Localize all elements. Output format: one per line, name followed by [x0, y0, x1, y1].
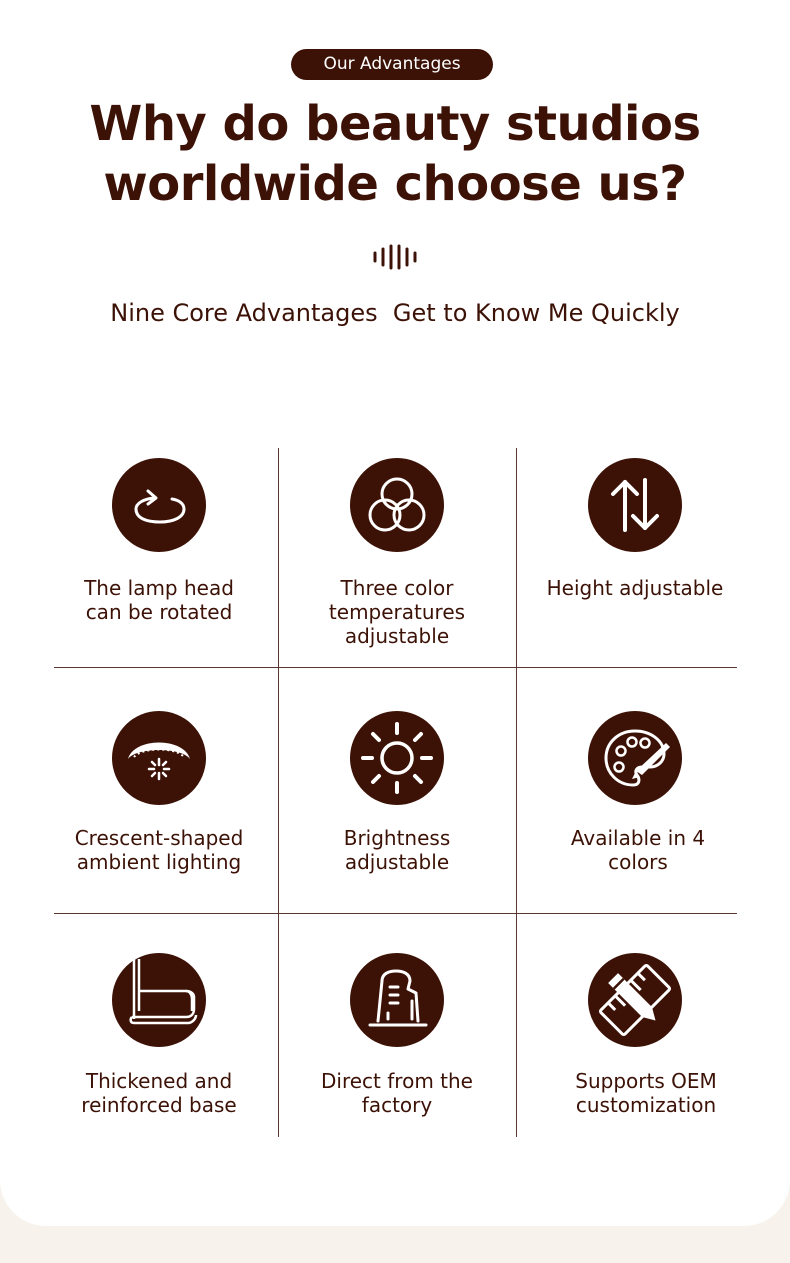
section-badge: Our Advantages — [291, 49, 493, 80]
feature-label-base: Thickened and reinforced base — [81, 1069, 237, 1117]
sound-wave-icon — [371, 243, 419, 271]
up-down-arrows-icon — [588, 458, 682, 552]
feature-label-factory: Direct from the factory — [321, 1069, 473, 1117]
rotate-icon — [112, 458, 206, 552]
feature-label-colors: Available in 4 colors — [570, 826, 706, 874]
pencil-ruler-icon — [588, 953, 682, 1047]
feature-label-oem: Supports OEM customization — [575, 1069, 717, 1117]
crescent-light-icon — [112, 711, 206, 805]
grid-divider-vertical-2 — [516, 448, 517, 1137]
feature-label-height: Height adjustable — [546, 576, 724, 600]
page-subtitle: Nine Core Advantages Get to Know Me Quickly — [110, 299, 680, 327]
grid-divider-horizontal-1 — [54, 667, 737, 668]
feature-label-rotate: The lamp head can be rotated — [84, 576, 234, 624]
feature-label-brightness: Brightness adjustable — [343, 826, 451, 874]
base-icon — [112, 953, 206, 1047]
color-circles-icon — [350, 458, 444, 552]
feature-label-crescent: Crescent-shaped ambient lighting — [74, 826, 244, 874]
title-line-2: worldwide choose us? — [103, 156, 687, 212]
palette-icon — [588, 711, 682, 805]
feature-label-color-temperature: Three color temperatures adjustable — [328, 576, 466, 648]
page-title — [0, 94, 790, 214]
grid-divider-horizontal-2 — [54, 913, 737, 914]
factory-icon — [350, 953, 444, 1047]
title-line-1: Why do beauty studios — [89, 96, 701, 152]
grid-divider-vertical-1 — [278, 448, 279, 1137]
sun-icon — [350, 711, 444, 805]
